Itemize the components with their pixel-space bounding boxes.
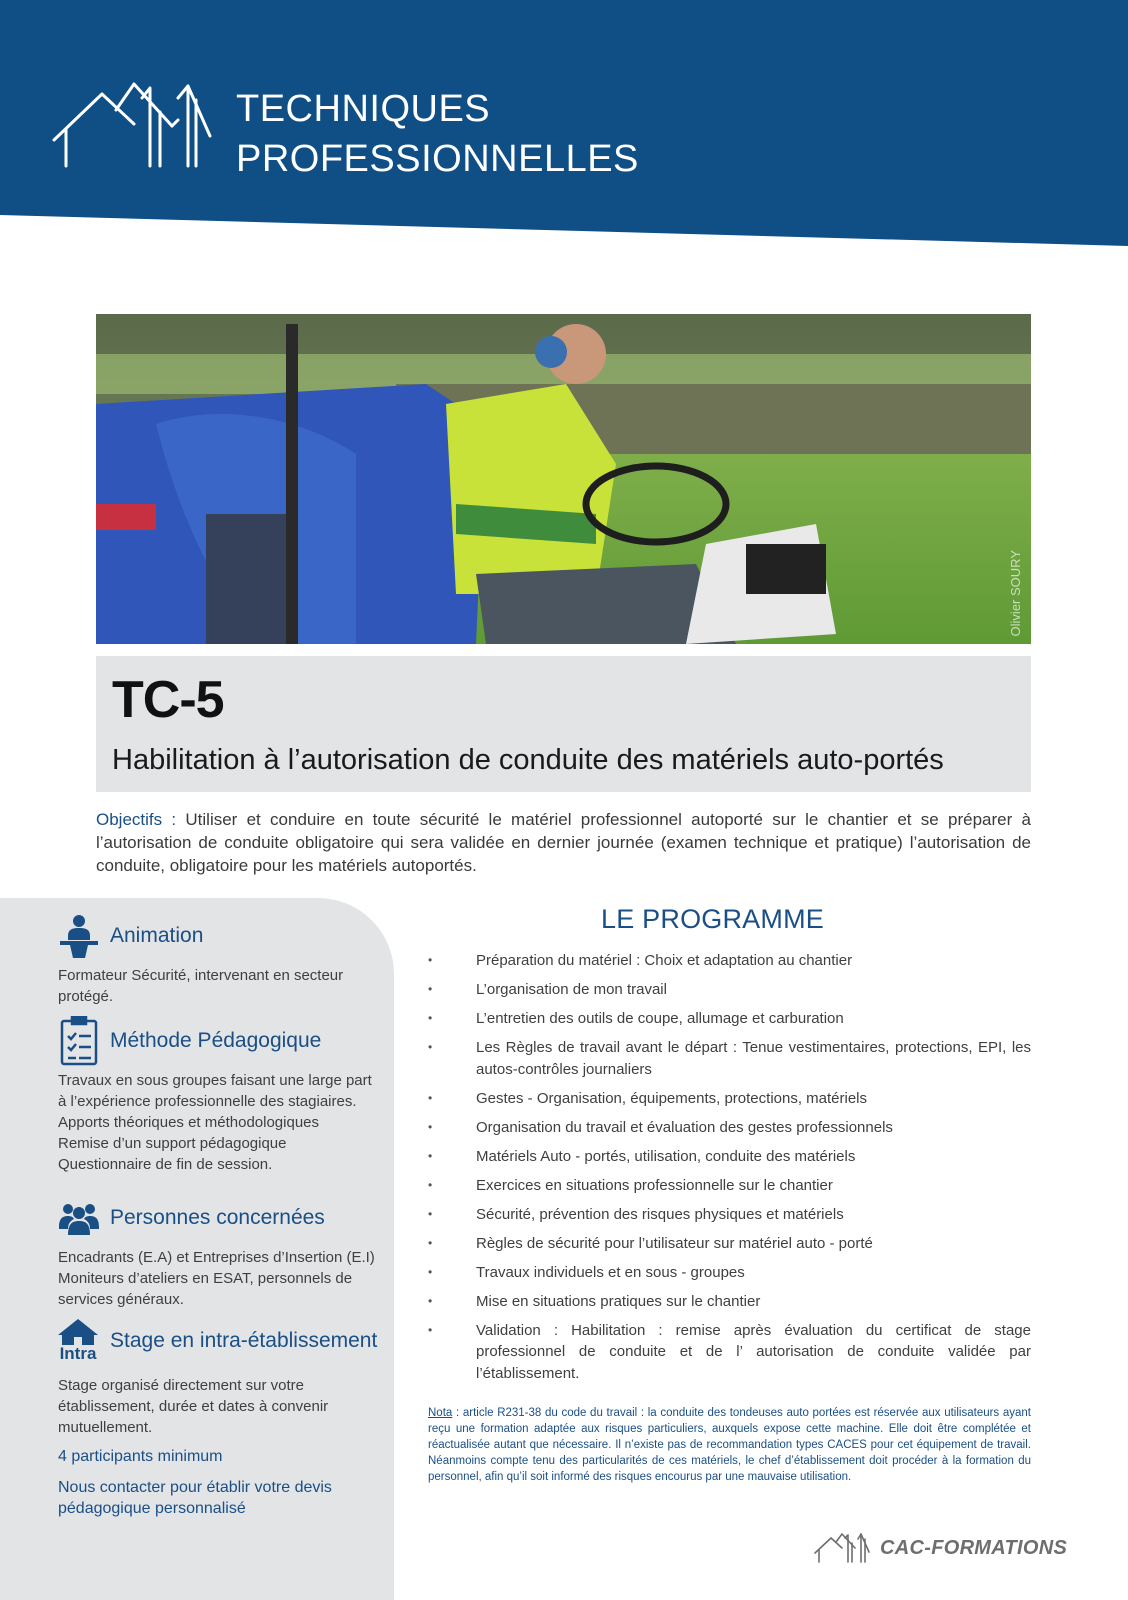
nota-label: Nota [428, 1407, 453, 1419]
intra-text: Stage organisé directement sur votre établissement, durée et dates à convenir mutuellement. [58, 1377, 329, 1436]
course-title: Habilitation à l’autorisation de conduite des matériels auto-portés [112, 744, 944, 776]
programme-list [428, 950, 1031, 1392]
list-item: • Travaux individuels et en sous - groupes [428, 1263, 745, 1281]
hero-photo [96, 314, 1031, 644]
list-item: • Gestes - Organisation, équipements, protections, matériels [428, 1089, 868, 1107]
intra-icon-label: Intra [59, 1344, 97, 1363]
methode-line: Travaux en sous groupes faisant une large part à l’expérience professionnelle des stagiaires. [58, 1072, 372, 1110]
nota-text [428, 1405, 1031, 1485]
house-icon [58, 1317, 98, 1365]
objectives-label: Objectifs : [96, 810, 177, 829]
photo-credit: Olivier SOURY [1008, 549, 1023, 636]
houses-logo-icon [814, 1533, 870, 1563]
methode-line: Apports théoriques et méthodologiques [58, 1114, 320, 1131]
methode-line: Questionnaire de fin de session. [58, 1156, 273, 1173]
animation-title: Animation [110, 924, 204, 947]
personnes-line: Moniteurs d’ateliers en ESAT, personnels de services généraux. [58, 1270, 353, 1308]
nota-body: : article R231-38 du code du travail : la conduite des tondeuses auto portées est réservée aux utilisateurs ayant reçu une formation adaptée aux risques particuliers, auxquels expose cette machine. Elle doit être complétée et réactualisée autant que nécessaire. Il n’existe pas de recommandation types CACES pour cet équipement de travail. Néanmoins compte tenu des particularités de ces matériels, le chef d’établissement doit procéder à la formation du personnel, afin qu’il soit informé des risques encourus par une mauvaise utilisation. [428, 1407, 1031, 1483]
footer-logo [814, 1533, 1067, 1563]
methode-title: Méthode Pédagogique [110, 1029, 322, 1052]
list-item: • Préparation du matériel : Choix et adaptation au chantier [428, 952, 853, 969]
list-item: • Exercices en situations professionnelle sur le chantier [428, 1176, 833, 1194]
list-item: • Mise en situations pratiques sur le chantier [428, 1292, 761, 1310]
objectives-text: Utiliser et conduire en toute sécurité le matériel professionnel autoporté sur le chantier et se préparer à l’autorisation de conduite obligatoire qui sera validée en dernier journée (examen technique et pratique) l’autorisation de conduite, obligatoire pour les matériels autoportés. [96, 810, 1031, 875]
intra-title: Stage en intra-établissement [110, 1329, 378, 1352]
header-title-line1: TECHNIQUES [236, 88, 491, 130]
personnes-section [58, 1195, 378, 1310]
methode-section [58, 1018, 378, 1175]
personnes-text [58, 1247, 378, 1310]
houses-logo-icon [52, 82, 212, 170]
programme-title: LE PROGRAMME [601, 904, 824, 934]
list-item: • Sécurité, prévention des risques physiques et matériels [428, 1205, 844, 1223]
list-item: • Règles de sécurité pour l’utilisateur sur matériel auto - porté [428, 1234, 873, 1252]
course-title-box [96, 656, 1031, 792]
methode-line: Remise d’un support pédagogique [58, 1135, 287, 1152]
intra-section [58, 1317, 378, 1519]
objectives [96, 808, 1031, 877]
animation-section [58, 913, 378, 1007]
footer-brand: CAC-FORMATIONS [880, 1536, 1068, 1559]
header-title [236, 84, 639, 184]
intra-participants: 4 participants minimum [58, 1448, 223, 1465]
personnes-title: Personnes concernées [110, 1206, 325, 1229]
animation-text: Formateur Sécurité, intervenant en secteur protégé. [58, 967, 344, 1005]
personnes-line: Encadrants (E.A) et Entreprises d’Insertion (E.I) [58, 1249, 375, 1266]
course-code: TC-5 [112, 671, 224, 729]
list-item: • Organisation du travail et évaluation des gestes professionnels [428, 1118, 893, 1136]
presenter-icon [58, 913, 100, 959]
header-title-line2: PROFESSIONNELLES [236, 138, 639, 180]
group-icon [58, 1195, 100, 1241]
list-item: • L’entretien des outils de coupe, allumage et carburation [428, 1010, 844, 1027]
list-item: • Validation : Habilitation : remise après évaluation du certificat de stage professionnel de conduite et de l’ autorisation de conduite validée par l’établissement. [428, 1321, 1031, 1382]
list-item: • Matériels Auto - portés, utilisation, conduite des matériels [428, 1147, 856, 1165]
list-item: • Les Règles de travail avant le départ : Tenue vestimentaires, protections, EPI, les autos-contrôles journaliers [428, 1039, 1031, 1078]
checklist-icon [58, 1018, 100, 1064]
methode-text [58, 1070, 378, 1175]
intra-contact: Nous contacter pour établir votre devis pédagogique personnalisé [58, 1479, 332, 1517]
list-item: • L’organisation de mon travail [428, 981, 667, 998]
